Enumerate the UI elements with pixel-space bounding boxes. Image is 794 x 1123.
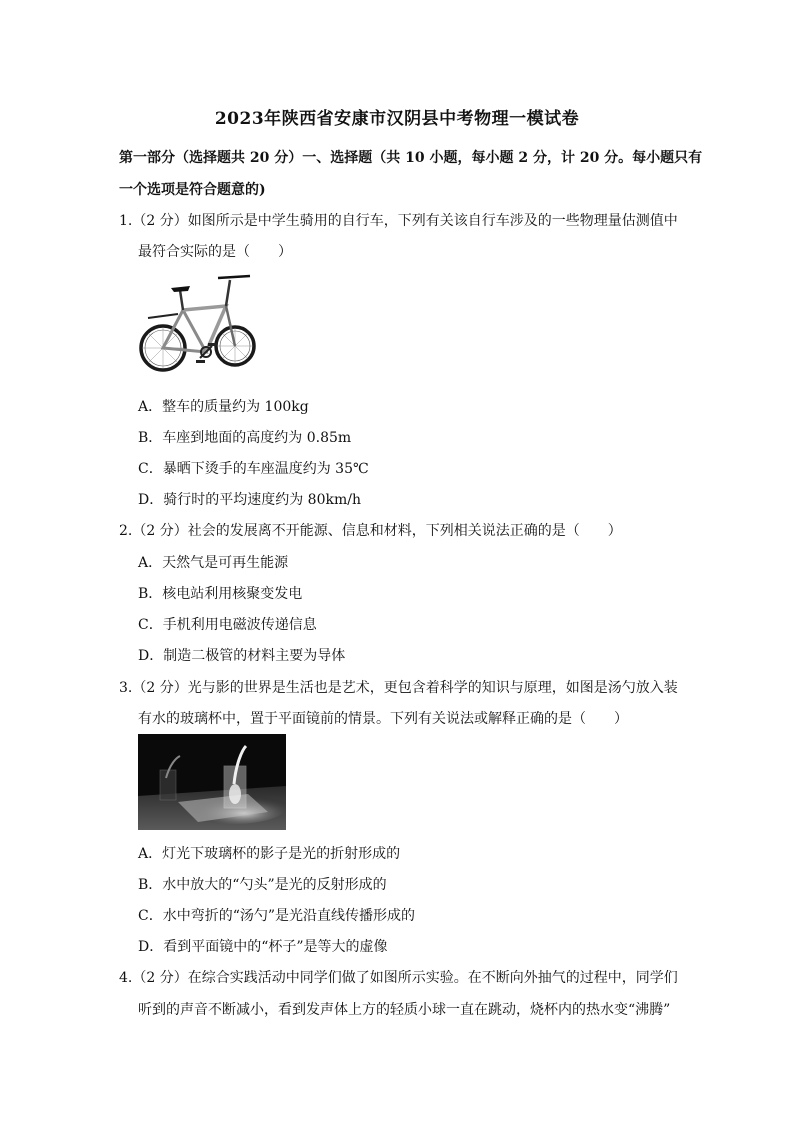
exam-title: 2023年陕西省安康市汉阴县中考物理一模试卷 <box>214 109 580 129</box>
question-4-line1: 4.（2 分）在综合实践活动中同学们做了如图所示实验。在不断向外抽气的过程中，同学们 <box>119 970 678 986</box>
question-2-option-c: C．手机利用电磁波传递信息 <box>138 617 317 633</box>
bicycle-image <box>138 270 258 378</box>
question-3-line2: 有水的玻璃杯中，置于平面镜前的情景。下列有关说法或解释正确的是（ ） <box>138 711 628 727</box>
bicycle-figure <box>138 270 258 378</box>
question-1-line2: 最符合实际的是（ ） <box>138 244 292 260</box>
question-2-option-a: A．天然气是可再生能源 <box>138 555 289 571</box>
question-2-line1: 2.（2 分）社会的发展离不开能源、信息和材料，下列相关说法正确的是（ ） <box>119 523 622 539</box>
question-4-line2: 听到的声音不断减小，看到发声体上方的轻质小球一直在跳动，烧杯内的热水变“沸腾” <box>138 1002 671 1018</box>
question-3-option-a: A．灯光下玻璃杯的影子是光的折射形成的 <box>138 846 401 862</box>
glass-spoon-image <box>138 734 286 830</box>
section-heading-line2: 一个选项是符合题意的) <box>119 182 266 198</box>
question-2-option-d: D．制造二极管的材料主要为导体 <box>138 648 346 664</box>
question-1-line1: 1.（2 分）如图所示是中学生骑用的自行车，下列有关该自行车涉及的一些物理量估测值中 <box>119 213 678 229</box>
glass-spoon-photo <box>138 734 286 830</box>
question-3-option-c: C．水中弯折的“汤勺”是光沿直线传播形成的 <box>138 908 416 924</box>
question-1-option-d: D．骑行时的平均速度约为 80km/h <box>138 492 361 508</box>
question-3-option-d: D．看到平面镜中的“杯子”是等大的虚像 <box>138 939 388 955</box>
question-3-line1: 3.（2 分）光与影的世界是生活也是艺术，更包含着科学的知识与原理，如图是汤勺放入装 <box>119 680 678 696</box>
question-3-option-b: B．水中放大的“勺头”是光的反射形成的 <box>138 877 387 893</box>
question-1-option-c: C．暴晒下烫手的车座温度约为 35℃ <box>138 461 369 477</box>
section-heading-line1: 第一部分（选择题共 20 分）一、选择题（共 10 小题，每小题 2 分，计 20 分。每小题只有 <box>119 150 703 166</box>
question-2-option-b: B．核电站利用核聚变发电 <box>138 586 303 602</box>
question-1-option-b: B．车座到地面的高度约为 0.85m <box>138 430 352 446</box>
question-1-option-a: A．整车的质量约为 100kg <box>138 399 309 415</box>
